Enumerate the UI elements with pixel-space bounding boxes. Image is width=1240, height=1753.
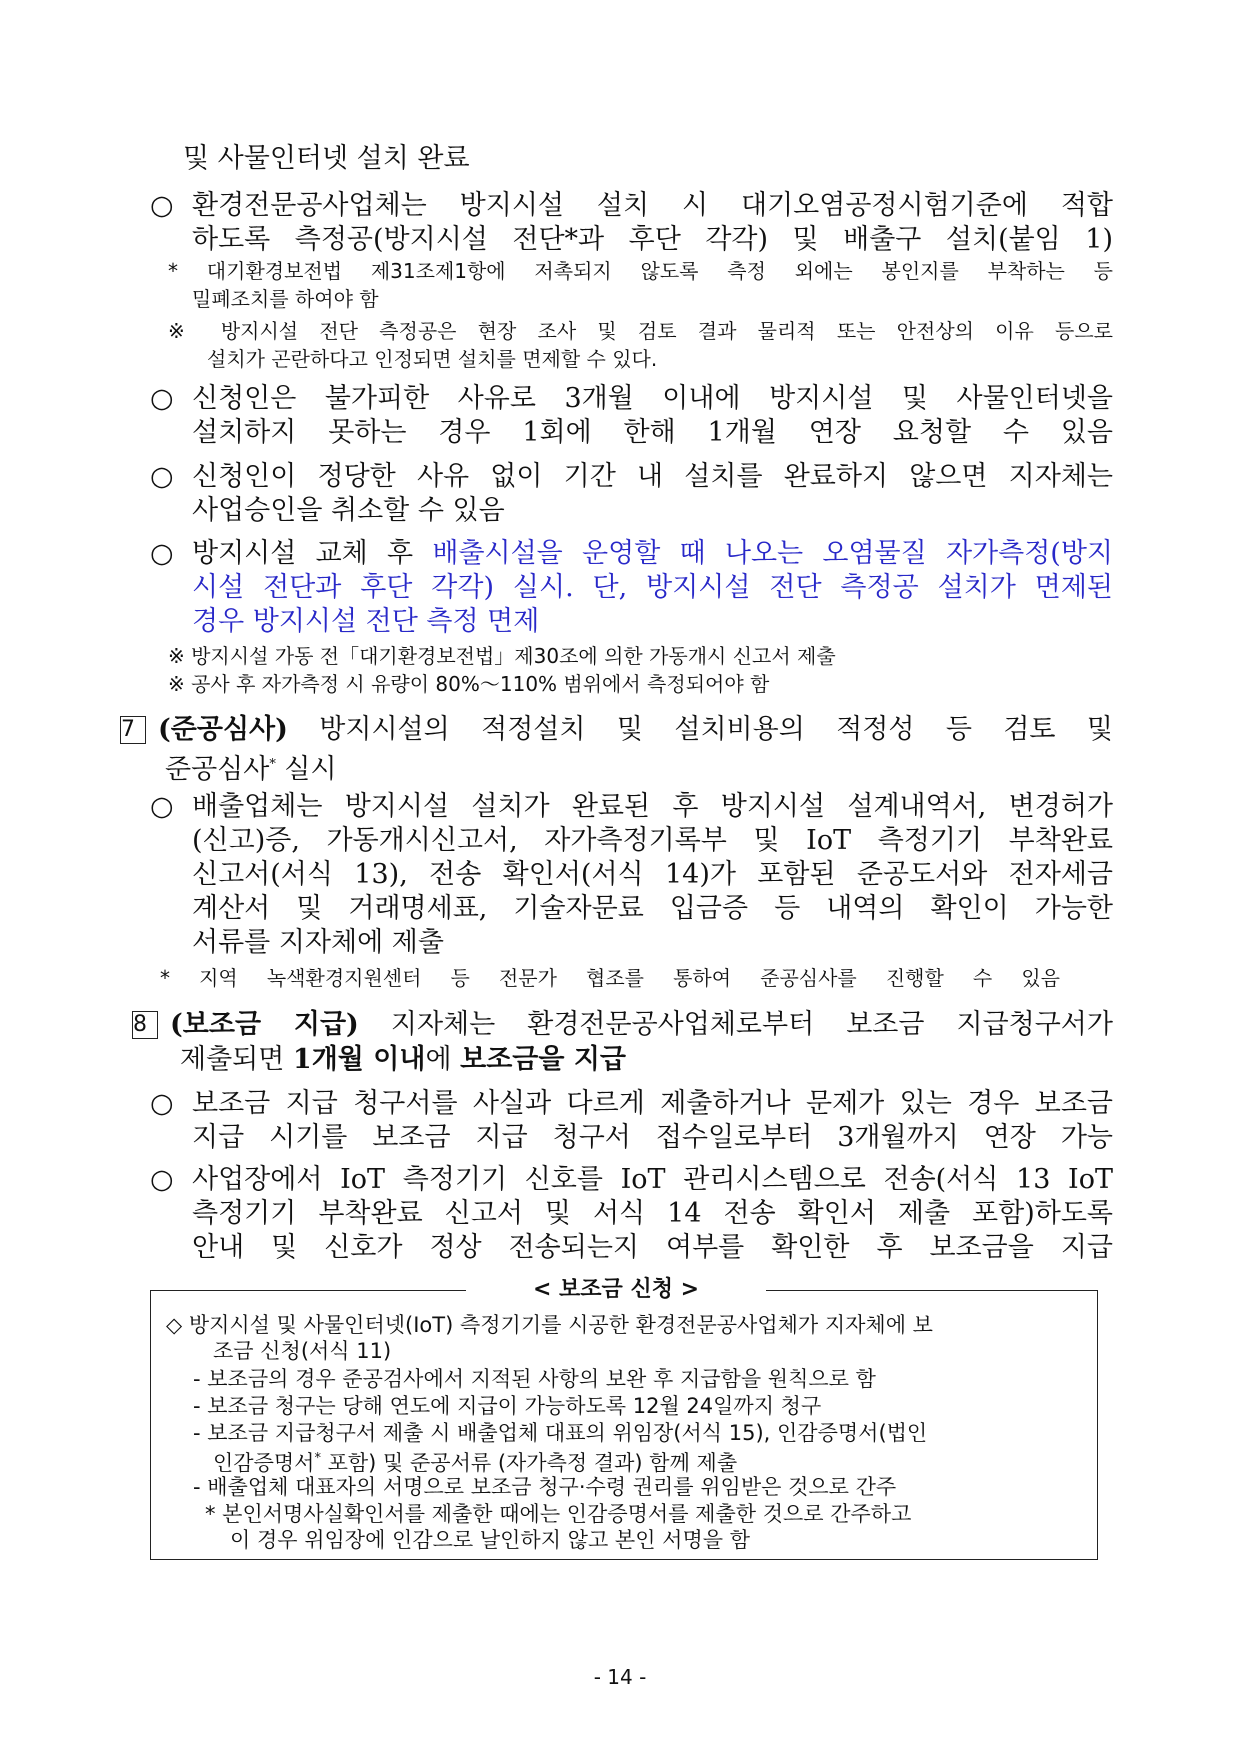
bullet-circle: ○ bbox=[150, 1088, 174, 1119]
box-line: - 배출업체 대표자의 서명으로 보조금 청구·수령 권리를 위임받은 것으로 간주 bbox=[193, 1475, 897, 1499]
bullet-circle: ○ bbox=[150, 190, 174, 221]
bullet-circle: ○ bbox=[150, 461, 174, 492]
text-line: 준공심사* 실시 bbox=[165, 754, 337, 785]
text-line: 하도록 측정공(방지시설 전단*과 후단 각각) 및 배출구 설치(붙임 1) bbox=[192, 224, 1113, 255]
bullet-item: ○ 배출업체는 방지시설 설치가 완료된 후 방지시설 설계내역서, 변경허가 bbox=[150, 791, 1113, 822]
bullet-circle: ○ bbox=[150, 538, 174, 569]
box-line: ◇ 방지시설 및 사물인터넷(IoT) 측정기기를 시공한 환경전문공사업체가 지자체에 보 bbox=[166, 1313, 933, 1337]
footnote: * 대기환경보전법 제31조제1항에 저촉되지 않도록 측정 외에는 봉인지를 부착하는 등 bbox=[168, 259, 1113, 283]
box-line: - 보조금 청구는 당해 연도에 지급이 가능하도록 12월 24일까지 청구 bbox=[193, 1394, 822, 1418]
footnote: 밀폐조치를 하여야 함 bbox=[192, 287, 379, 311]
highlight-text: 경우 방지시설 전단 측정 면제 bbox=[192, 606, 540, 637]
note: ※ 방지시설 가동 전「대기환경보전법」제30조에 의한 가동개시 신고서 제출 bbox=[168, 644, 836, 668]
box-line: 인감증명서* 포함) 및 준공서류 (자가측정 결과) 함께 제출 bbox=[213, 1451, 738, 1475]
text-line: 계산서 및 거래명세표, 기술자문료 입금증 등 내역의 확인이 가능한 bbox=[192, 893, 1113, 924]
text-line: 신고서(서식 13), 전송 확인서(서식 14)가 포함된 준공도서와 전자세금 bbox=[192, 859, 1113, 890]
box-line: - 보조금 지급청구서 제출 시 배출업체 대표의 위임장(서식 15), 인감증명서(법인 bbox=[193, 1421, 928, 1445]
section-number: 7 bbox=[120, 716, 146, 744]
footnote: * 지역 녹색환경지원센터 등 전문가 협조를 통하여 준공심사를 진행할 수 있음 bbox=[160, 966, 1060, 990]
bullet-circle: ○ bbox=[150, 1164, 174, 1195]
highlight-text: 배출시설을 운영할 때 나오는 오염물질 자가측정(방지 bbox=[432, 538, 1113, 569]
box-line: 조금 신청(서식 11) bbox=[213, 1339, 392, 1363]
text-line: 안내 및 신호가 정상 전송되는지 여부를 확인한 후 보조금을 지급 bbox=[192, 1232, 1113, 1263]
bullet-circle: ○ bbox=[150, 383, 174, 414]
highlight-text: 시설 전단과 후단 각각) 실시. 단, 방지시설 전단 측정공 설치가 면제된 bbox=[192, 572, 1113, 603]
box-line: * 본인서명사실확인서를 제출한 때에는 인감증명서를 제출한 것으로 간주하고 bbox=[205, 1502, 912, 1526]
section-number: 8 bbox=[132, 1011, 158, 1039]
text-line: 지급 시기를 보조금 지급 청구서 접수일로부터 3개월까지 연장 가능 bbox=[192, 1122, 1113, 1153]
page-number: - 14 - bbox=[593, 1665, 647, 1689]
text-line: (신고)증, 가동개시신고서, 자가측정기록부 및 IoT 측정기기 부착완료 bbox=[192, 825, 1113, 856]
bullet-item: ○ 환경전문공사업체는 방지시설 설치 시 대기오염공정시험기준에 적합 bbox=[150, 190, 1113, 221]
box-line: 이 경우 위임장에 인감으로 날인하지 않고 본인 서명을 함 bbox=[230, 1528, 750, 1552]
bullet-item: ○ 보조금 지급 청구서를 사실과 다르게 제출하거나 문제가 있는 경우 보조금 bbox=[150, 1088, 1113, 1119]
text-line: 서류를 지자체에 제출 bbox=[192, 927, 444, 958]
text-line: 사업승인을 취소할 수 있음 bbox=[192, 495, 505, 526]
box-line: - 보조금의 경우 준공검사에서 지적된 사항의 보완 후 지급함을 원칙으로 함 bbox=[193, 1367, 876, 1391]
section-heading: 7 (준공심사) 방지시설의 적정설치 및 설치비용의 적정성 등 검토 및 bbox=[121, 714, 1113, 745]
section-heading: 8 (보조금 지급) 지자체는 환경전문공사업체로부터 보조금 지급청구서가 bbox=[133, 1009, 1113, 1040]
text-line: 측정기기 부착완료 신고서 및 서식 14 전송 확인서 제출 포함)하도록 bbox=[192, 1198, 1113, 1229]
box-title: < 보조금 신청 > bbox=[466, 1276, 766, 1304]
bullet-item: ○ 신청인이 정당한 사유 없이 기간 내 설치를 완료하지 않으면 지자체는 bbox=[150, 461, 1113, 492]
bullet-item: ○ 사업장에서 IoT 측정기기 신호를 IoT 관리시스템으로 전송(서식 13 IoT bbox=[150, 1164, 1113, 1195]
note: ※ 공사 후 자가측정 시 유량이 80%～110% 범위에서 측정되어야 함 bbox=[168, 672, 770, 696]
bullet-circle: ○ bbox=[150, 791, 174, 822]
note: 설치가 곤란하다고 인정되면 설치를 면제할 수 있다. bbox=[207, 347, 658, 371]
text-line: 설치하지 못하는 경우 1회에 한해 1개월 연장 요청할 수 있음 bbox=[192, 417, 1113, 448]
note: ※ 방지시설 전단 측정공은 현장 조사 및 검토 결과 물리적 또는 안전상의 이유 등으로 bbox=[168, 319, 1113, 343]
bullet-item: ○ 방지시설 교체 후 배출시설을 운영할 때 나오는 오염물질 자가측정(방지 bbox=[150, 538, 1113, 569]
bullet-item: ○ 신청인은 불가피한 사유로 3개월 이내에 방지시설 및 사물인터넷을 bbox=[150, 383, 1113, 414]
text-line: 제출되면 1개월 이내에 보조금을 지급 bbox=[180, 1044, 627, 1075]
text-line: 및 사물인터넷 설치 완료 bbox=[183, 143, 470, 174]
